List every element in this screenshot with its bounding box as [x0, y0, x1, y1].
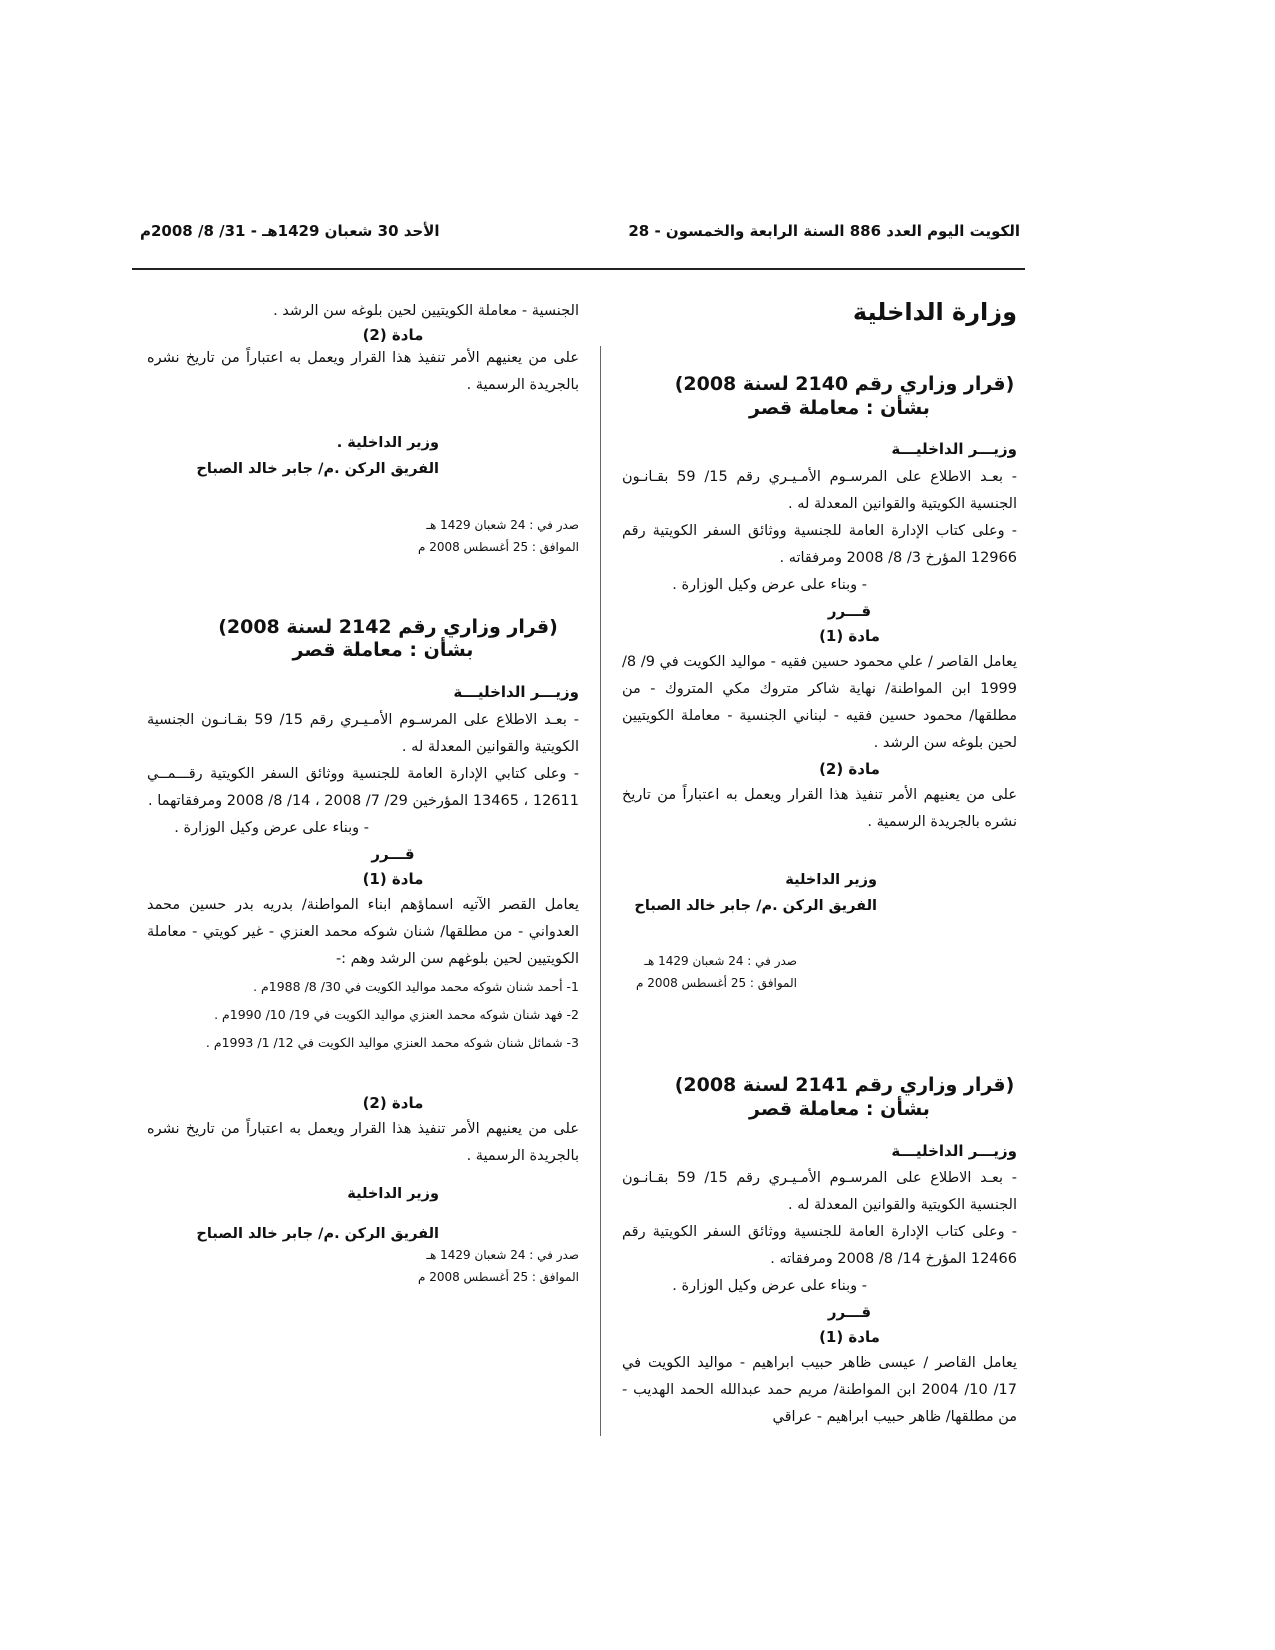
decision-subject: بشأن : معاملة قصر: [749, 396, 930, 419]
decision-2140-continued: [147, 298, 579, 558]
minister-heading: وزيـــر الداخليـــة: [891, 1141, 1017, 1160]
article-text: على من يعنيهم الأمر تنفيذ هذا القرار ويعمل به اعتباراً من تاريخ نشره بالجريدة الرسمية .: [622, 786, 1017, 830]
decision-subject: بشأن : معاملة قصر: [749, 1098, 930, 1121]
signature-title: وزير الداخلية: [785, 871, 877, 888]
article-text: على من يعنيهم الأمر تنفيذ هذا القرار ويعمل به اعتباراً من تاريخ نشره بالجريدة الرسمية .: [147, 350, 579, 393]
decision-subject: بشأن : معاملة قصر: [292, 639, 474, 662]
preamble-item: - وعلى كتابي الإدارة العامة للجنسية ووثائق السفر الكويتية رقـــمــي 12611 ، 13465 المؤرخين 29/ 7/ 2008 ، 14/ 8/ 2008 ومرفقاتهما .: [147, 765, 579, 809]
decides-heading: قـــرر: [827, 1303, 872, 1322]
signature-title: وزير الداخلية .: [336, 435, 439, 451]
decides-heading: قـــرر: [371, 844, 415, 863]
signature-title: وزير الداخلية: [347, 1185, 439, 1202]
article-text: يعامل القاصر / علي محمود حسين فقيه - مواليد الكويت في 9/ 8/ 1999 ابن المواطنة/ نهاية شاكر متروك مكي المتروك - من مطلقها/ محمود حسين فقيه - لبناني الجنسية - معاملة الكويتيين لحين بلوغه سن الرشد .: [622, 653, 1017, 751]
preamble-item: - وعلى كتاب الإدارة العامة للجنسية ووثائق السفر الكويتية رقم 12466 المؤرخ 14/ 8/ 2008 ومرفقاته .: [622, 1224, 1017, 1268]
right-column: [622, 298, 1017, 1431]
article-text: يعامل القاصر / عيسى ظاهر حبيب ابراهيم - مواليد الكويت في 17/ 10/ 2004 ابن المواطنة/ مريم حمد عبدالله الحمد الهديب - من مطلقها/ ظاهر حبيب ابراهيم - عراقي: [622, 1355, 1017, 1426]
running-header-date: الأحد 30 شعبان 1429هـ - 31/ 8/ 2008م: [140, 222, 440, 240]
decides-heading: قـــرر: [827, 601, 872, 620]
preamble-item: - بعـد الاطلاع على المرسـوم الأمـيـري رقم 15/ 59 بقـانـون الجنسية الكويتية والقوانين المعدلة له .: [147, 711, 580, 755]
article-text: يعامل القصر الآتيه اسماؤهم ابناء المواطنة/ بدريه بدر حسين محمد العدواني - من مطلقها/ شنان شوكه محمد العنزي - غير كويتي - معاملة الكويتيين لحين بلوغهم سن الرشد وهم :-: [147, 896, 579, 967]
column-divider: [600, 346, 601, 1436]
article-title: مادة (2): [362, 326, 424, 344]
preamble-item: - وبناء على عرض وكيل الوزارة .: [672, 1278, 867, 1295]
child-item: 1- أحمد شنان شوكه محمد مواليد الكويت في 30/ 8/ 1988م .: [253, 978, 579, 994]
minister-heading: وزيـــر الداخليـــة: [453, 683, 579, 702]
issued-date: صدر في : 24 شعبان 1429 هـ: [644, 954, 797, 969]
preamble-item: - وبناء على عرض وكيل الوزارة .: [174, 819, 369, 836]
corresponding-date: الموافق : 25 أغسطس 2008 م: [417, 539, 579, 554]
signature-name: الفريق الركن .م/ جابر خالد الصباح: [196, 461, 439, 478]
article-title: مادة (1): [362, 869, 424, 888]
child-item: 3- شمائل شنان شوكه محمد العنزي مواليد الكويت في 12/ 1/ 1993م .: [205, 1034, 579, 1050]
header-rule: [132, 268, 1025, 270]
running-header-issue: الكويت اليوم العدد 886 السنة الرابعة والخمسون - 28: [628, 222, 1020, 240]
preamble-item: - بعـد الاطلاع على المرسـوم الأمـيـري رقم 15/ 59 بقـانـون الجنسية الكويتية والقوانين المعدلة له .: [622, 468, 1017, 512]
article-title: مادة (1): [819, 626, 880, 645]
decision-title: (قرار وزاري رقم 2141 لسنة 2008): [674, 1074, 1015, 1097]
corresponding-date: الموافق : 25 أغسطس 2008 م: [417, 1270, 579, 1285]
preamble-item: - وعلى كتاب الإدارة العامة للجنسية ووثائق السفر الكويتية رقم 12966 المؤرخ 3/ 8/ 2008 ومرفقاته .: [622, 522, 1017, 566]
article-title: مادة (1): [819, 1328, 880, 1347]
signature-name: الفريق الركن .م/ جابر خالد الصباح: [634, 898, 877, 915]
issued-date: صدر في : 24 شعبان 1429 هـ: [426, 517, 579, 532]
article-title: مادة (2): [819, 759, 880, 778]
preamble-item: - بعـد الاطلاع على المرسـوم الأمـيـري رقم 15/ 59 بقـانـون الجنسية الكويتية والقوانين المعدلة له .: [622, 1170, 1017, 1214]
minister-heading: وزيـــر الداخليـــة: [891, 440, 1017, 459]
preamble-item: - وبناء على عرض وكيل الوزارة .: [672, 576, 867, 593]
corresponding-date: الموافق : 25 أغسطس 2008 م: [635, 976, 797, 991]
article-title: مادة (2): [362, 1093, 424, 1112]
issued-date: صدر في : 24 شعبان 1429 هـ: [426, 1248, 579, 1263]
child-item: 2- فهد شنان شوكه محمد العنزي مواليد الكويت في 19/ 10/ 1990م .: [214, 1006, 579, 1022]
article-text: على من يعنيهم الأمر تنفيذ هذا القرار ويعمل به اعتباراً من تاريخ نشره بالجريدة الرسمية .: [147, 1120, 579, 1164]
ministry-heading: وزارة الداخلية: [852, 298, 1017, 326]
continued-text: الجنسية - معاملة الكويتيين لحين بلوغه سن الرشد .: [273, 303, 579, 319]
decision-title: (قرار وزاري رقم 2140 لسنة 2008): [674, 372, 1015, 395]
decision-2141: [622, 1074, 1017, 1431]
decision-title: (قرار وزاري رقم 2142 لسنة 2008): [218, 615, 558, 638]
decision-2142: [147, 616, 579, 1289]
left-column: [147, 298, 579, 1288]
signature-name: الفريق الركن .م/ جابر خالد الصباح: [196, 1225, 439, 1242]
decision-2140: [622, 373, 1017, 995]
